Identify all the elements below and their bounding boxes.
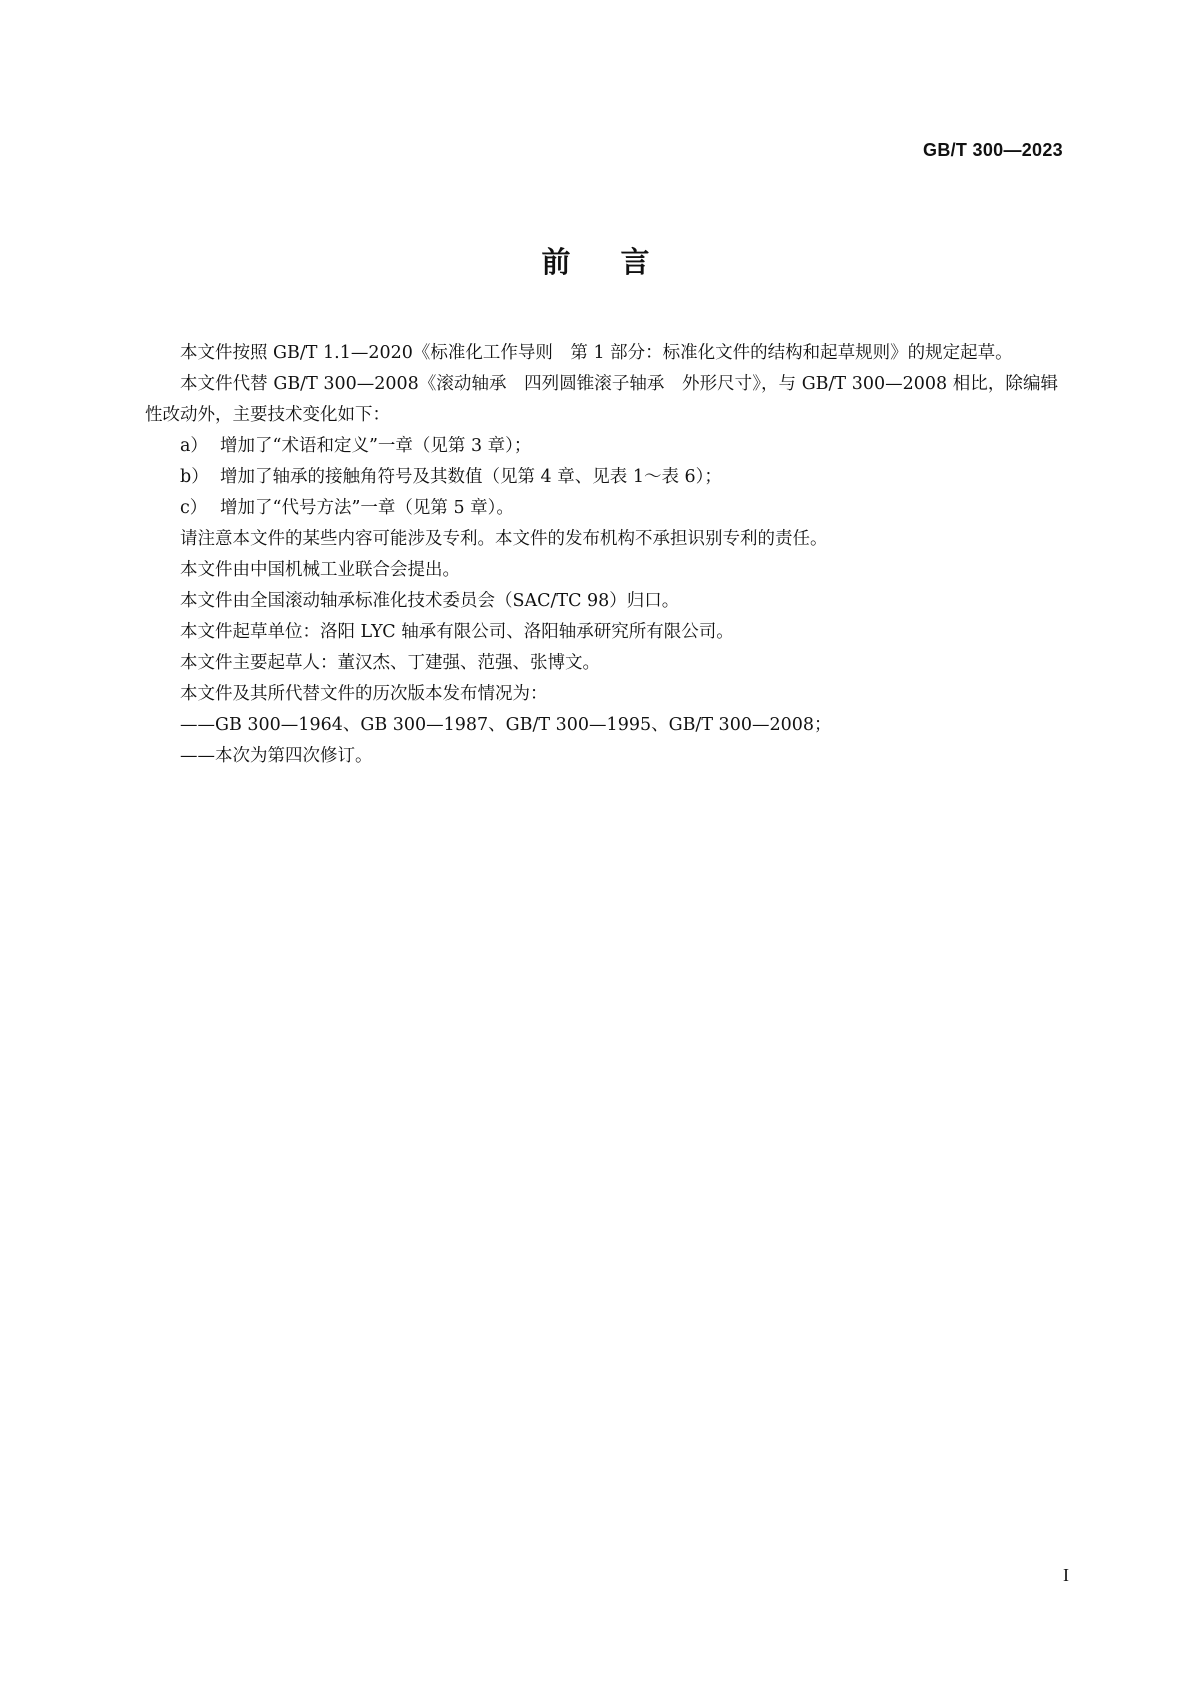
foreword-body (145, 338, 1058, 772)
page-number: I (1063, 1565, 1069, 1585)
standard-code: GB/T 300—2023 (923, 140, 1063, 160)
paragraph-drafters: 本文件主要起草人：董汉杰、丁建强、范强、张博文。 (180, 653, 600, 673)
title-char-2: 言 (620, 245, 650, 279)
paragraph-drafting-rules: 本文件按照 GB/T 1.1—2020《标准化工作导则 第 1 部分：标准化文件的结构和起草规则》的规定起草。 (180, 343, 1013, 363)
paragraph-drafting-units: 本文件起草单位：洛阳 LYC 轴承有限公司、洛阳轴承研究所有限公司。 (180, 622, 734, 642)
paragraph-patent-notice: 请注意本文件的某些内容可能涉及专利。本文件的发布机构不承担识别专利的责任。 (180, 529, 828, 549)
list-item-label: b） (180, 467, 209, 487)
page-title (0, 240, 1191, 281)
list-item-text: 增加了轴承的接触角符号及其数值（见第 4 章、见表 1～表 6）； (220, 467, 722, 487)
history-item: ——GB 300—1964、GB 300—1987、GB/T 300—1995、GB/T 300—2008； (180, 715, 832, 735)
list-item-label: c） (180, 498, 208, 518)
paragraph-proposer: 本文件由中国机械工业联合会提出。 (180, 560, 460, 580)
list-item-label: a） (180, 436, 208, 456)
paragraph-replacement: 本文件代替 GB/T 300—2008《滚动轴承 四列圆锥滚子轴承 外形尺寸》，与 GB/T 300—2008 相比，除编辑性改动外，主要技术变化如下： (145, 374, 1058, 425)
list-item (145, 431, 1058, 462)
paragraph-committee: 本文件由全国滚动轴承标准化技术委员会（SAC/TC 98）归口。 (180, 591, 680, 611)
list-item-text: 增加了“代号方法”一章（见第 5 章）。 (220, 498, 514, 518)
list-item-text: 增加了“术语和定义”一章（见第 3 章）； (220, 436, 532, 456)
list-item (145, 462, 1058, 493)
paragraph-version-history: 本文件及其所代替文件的历次版本发布情况为： (180, 684, 548, 704)
title-char-1: 前 (541, 245, 571, 279)
history-item: ——本次为第四次修订。 (180, 746, 373, 766)
list-item (145, 493, 1058, 524)
